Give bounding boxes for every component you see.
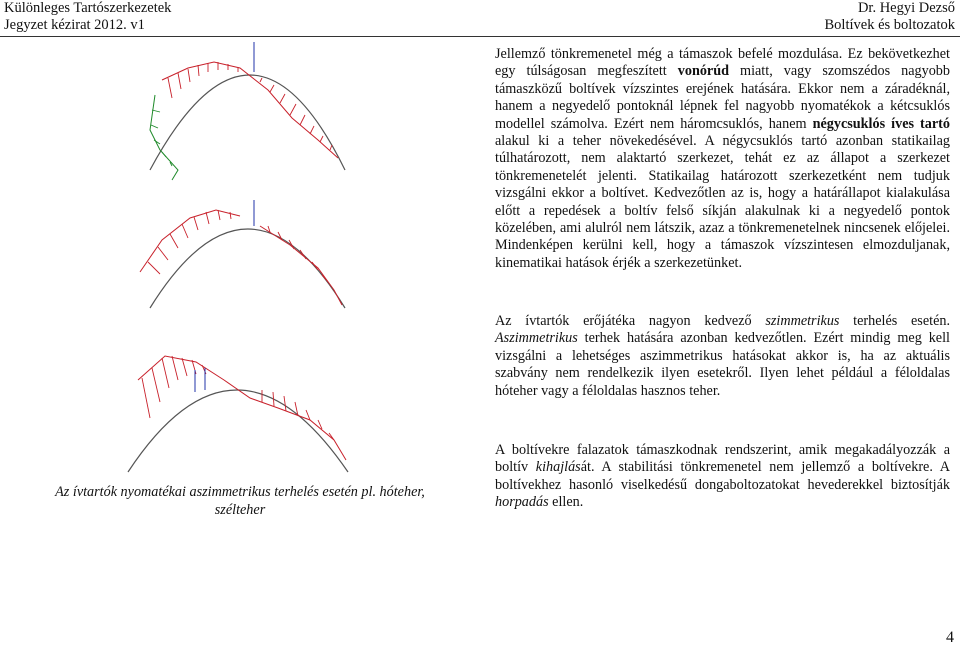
- moment-curve-1-red: [162, 62, 338, 158]
- arch-line-3: [128, 390, 348, 472]
- p1-bold-tie-rod: vonórúd: [677, 63, 730, 80]
- course-title: Különleges Tartószerkezetek: [4, 0, 172, 16]
- p3-text-2: át. A stabilitási tönkremenetel nem jellemző a boltívekre. A boltívekhez hasonló viselkedésű dongaboltozatokat hevederekkel biztosítják: [495, 459, 951, 493]
- p3-italic-dent: horpadás: [495, 494, 549, 511]
- p2-italic-symmetric: szimmetrikus: [765, 313, 840, 329]
- p2-text-2: terhelés esetén.: [839, 313, 951, 329]
- arch-figure-2: [140, 200, 345, 308]
- moment-hatch-3-red: [142, 356, 334, 440]
- page-number: 4: [946, 629, 954, 646]
- header-right: [825, 0, 955, 34]
- header-left: [4, 0, 171, 34]
- paragraph-asymmetric-loads: [495, 313, 950, 400]
- arch-line-1: [150, 75, 345, 170]
- p1-bold-four-hinge: négycsuklós íves tartó: [812, 115, 950, 132]
- arch-line-2: [150, 229, 345, 308]
- moment-curve-2-red: [140, 210, 240, 272]
- p2-text-3: terhek hatására azonban kedvezőtlen. Ezért mindig meg kell vizsgálni a lehetséges aszimmetrikus hatásokat akkor is, ha az aktuális szabvány nem rendelkezik ilyen esetekről. Ilyen lehet például a féloldalas hóteher vagy a féloldalas hasznos teher.: [495, 330, 950, 399]
- figure-caption: Az ívtartók nyomatékai aszimmetrikus terhelés esetén pl. hóteher, szélteher: [55, 484, 425, 518]
- p3-text-1: A boltívekre falazatok támaszkodnak rendszerint, amik megakadályozzák a boltív: [495, 442, 950, 476]
- p2-italic-asymmetric: Aszimmetrikus: [495, 330, 578, 347]
- header-rule: [0, 36, 960, 37]
- p2-text-1: Az ívtartók erőjátéka nagyon kedvező: [495, 313, 766, 329]
- moment-curve-1-green: [150, 95, 178, 180]
- paragraph-four-hinge: [495, 46, 950, 272]
- paragraph-stability: [495, 442, 950, 512]
- p1-text-1: Jellemző tönkremenetel még a támaszok befelé mozdulása. Ez bekövetkezhet egy túlságosan megfeszített: [495, 46, 950, 80]
- p1-text-3: alakul ki a teher növekedésével. A négycsuklós tartó azonban statikailag túlhatározott, nem alaktartó szerkezet, tehát ez az állapot a szerkezet tönkremenetelét jelenti. Statikailag határozott szerkezetként nem tudjuk vizsgálni ekkor a boltívet. Kedvezőtlen az is, hogy a határállapot kialakulása előtt a repedések a boltív felső síkján alakulnak ki a negyedelő pontok közelében, ami alulról nem látszik, azaz a tönkremenetelnek nincsenek előjelei. Mindenképen kerülni kell, hogy a támaszok vízszintesen elmozduljanak, kinematikai hatások érjék a szerkezetünket.: [495, 133, 950, 271]
- p3-italic-buckling: kihajlás: [535, 459, 581, 476]
- moment-hatch-2-red: [148, 210, 328, 282]
- arch-figure-3: [128, 356, 348, 472]
- arch-figure-1: [150, 42, 345, 180]
- moment-curve-2-red-b: [260, 226, 342, 305]
- chapter-title: Boltívek és boltozatok: [824, 17, 955, 33]
- p1-text-2: miatt, vagy szomszédos nagyobb támaszközű boltívek vízszintes erejének hatására. Ekkor nem a záradéknál, hanem a negyedelő pontoknál lépnek fel nagyobb nyomatékok a kétcsuklós modellel számolva. Ezért nem háromcsuklós, hanem: [495, 63, 950, 132]
- author-name: Dr. Hegyi Dezső: [857, 0, 955, 16]
- arch-moment-diagrams: [0, 40, 480, 480]
- document-version: Jegyzet kézirat 2012. v1: [4, 17, 145, 33]
- p3-text-3: ellen.: [548, 494, 584, 511]
- moment-curve-3-red: [138, 356, 346, 460]
